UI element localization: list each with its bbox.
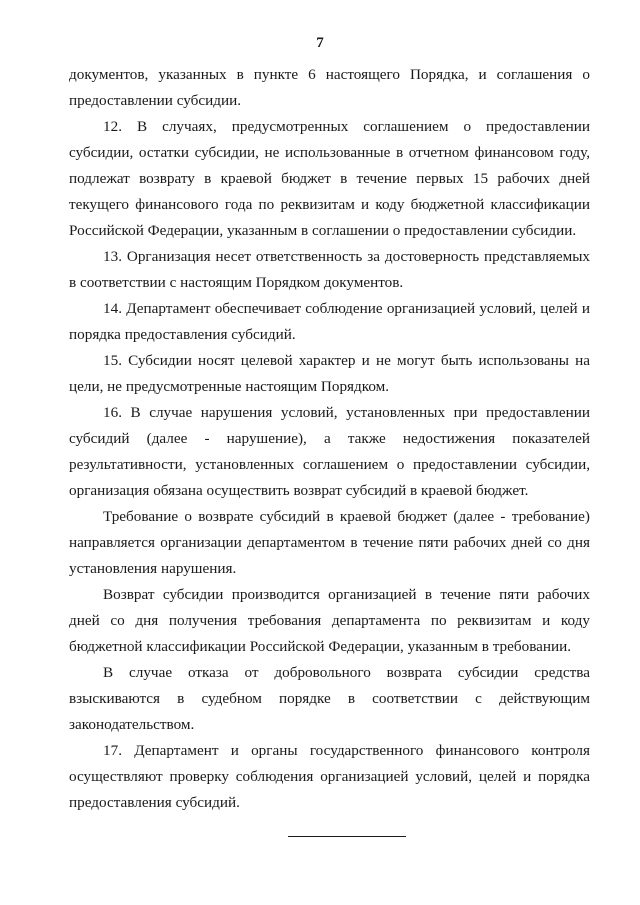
paragraph-16-refusal: В случае отказа от добровольного возврата субсидии средства взыскиваются в судебном порядке в соответствии с действующим законодательством. [69, 664, 590, 733]
paragraph-17: 17. Департамент и органы государственного финансового контроля осуществляют проверку соблюдения организацией условий, целей и порядка предоставления субсидий. [69, 742, 590, 811]
paragraph-12: 12. В случаях, предусмотренных соглашением о предоставлении субсидии, остатки субсидии, не использованные в отчетном финансовом году, подлежат возврату в краевой бюджет в течение первых 15 рабочих дней текущего финансового года по реквизитам и коду бюджетной классификации Российской Федерации, указанным в соглашении о предоставлении субсидии. [69, 118, 590, 239]
paragraph-13: 13. Организация несет ответственность за достоверность представляемых в соответствии с настоящим Порядком документов. [69, 248, 590, 291]
paragraph-16-requirement: Требование о возврате субсидий в краевой бюджет (далее - требование) направляется организации департаментом в течение пяти рабочих дней со дня установления нарушения. [69, 508, 590, 577]
paragraph-15: 15. Субсидии носят целевой характер и не могут быть использованы на цели, не предусмотренные настоящим Порядком. [69, 352, 590, 395]
paragraph-14: 14. Департамент обеспечивает соблюдение организацией условий, целей и порядка предоставления субсидий. [69, 300, 590, 343]
paragraph-continuation: документов, указанных в пункте 6 настоящего Порядка, и соглашения о предоставлении субсидии. [69, 66, 590, 109]
end-of-document-rule [288, 836, 406, 837]
paragraph-16: 16. В случае нарушения условий, установленных при предоставлении субсидий (далее - нарушение), а также недостижения показателей результативности, установленных соглашением о предоставлении субсидии, организация обязана осуществить возврат субсидий в краевой бюджет. [69, 404, 590, 499]
page-number: 7 [316, 35, 324, 51]
paragraph-16-refund: Возврат субсидии производится организацией в течение пяти рабочих дней со дня получения требования департамента по реквизитам и коду бюджетной классификации Российской Федерации, указанным в требовании. [69, 586, 590, 655]
document-body [69, 62, 590, 816]
